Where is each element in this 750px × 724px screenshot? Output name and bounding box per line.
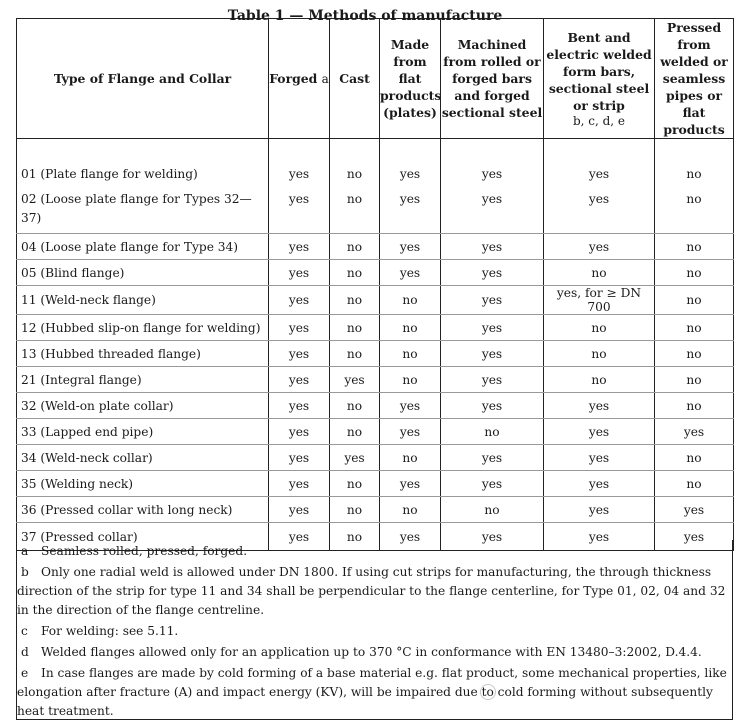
cell-flat: no <box>380 445 441 471</box>
cell-cast: no <box>330 186 380 211</box>
cell-bent: no <box>544 367 655 393</box>
table-row <box>17 497 734 523</box>
header-forged-footnote: a <box>321 71 329 86</box>
cell-bent: yes <box>544 186 655 211</box>
cell-bent: no <box>544 341 655 367</box>
cell-machined: yes <box>441 341 544 367</box>
footnote-key: d <box>21 645 29 659</box>
cell-machined: yes <box>441 161 544 186</box>
cell-bent: yes, for ≥ DN 700 <box>544 286 655 315</box>
cell-label: 11 (Weld-neck flange) <box>17 286 269 315</box>
cell-forged: yes <box>269 471 330 497</box>
header-bent-footnotes: b, c, d, e <box>572 114 626 128</box>
cell-bent: yes <box>544 234 655 260</box>
cell-pressed: no <box>655 471 734 497</box>
header-pressed: Pressed from welded or seamless pipes or flat products <box>655 19 734 139</box>
cell-machined: yes <box>441 315 544 341</box>
header-machined: Machined from rolled or forged bars and forged sectional steel <box>441 19 544 139</box>
cell-label: 01 (Plate flange for welding) <box>17 161 269 186</box>
cell-flat: no <box>380 367 441 393</box>
cell-pressed: yes <box>655 419 734 445</box>
cell-label: 02 (Loose plate flange for Types 32— <box>17 186 269 211</box>
cell-flat: yes <box>380 161 441 186</box>
cell-cast: no <box>330 341 380 367</box>
cell-flat: yes <box>380 234 441 260</box>
cell-cast: yes <box>330 445 380 471</box>
header-flat: Made from flat products (plates) <box>380 19 441 139</box>
cell-pressed: no <box>655 341 734 367</box>
cell-label: 35 (Welding neck) <box>17 471 269 497</box>
table-row <box>17 471 734 497</box>
cell-flat: no <box>380 286 441 315</box>
cell-bent: yes <box>544 161 655 186</box>
table-row <box>17 186 734 211</box>
cell-label: 21 (Integral flange) <box>17 367 269 393</box>
cell-forged: yes <box>269 523 330 551</box>
cell-cast: yes <box>330 367 380 393</box>
cell-flat <box>380 211 441 234</box>
cell-pressed: no <box>655 234 734 260</box>
cell-flat: yes <box>380 523 441 551</box>
cell-forged: yes <box>269 497 330 523</box>
cell-bent: no <box>544 315 655 341</box>
cell-pressed: no <box>655 161 734 186</box>
cell-label: 34 (Weld-neck collar) <box>17 445 269 471</box>
cell-forged: yes <box>269 341 330 367</box>
cell-machined: yes <box>441 286 544 315</box>
cell-forged: yes <box>269 161 330 186</box>
cell-cast: no <box>330 260 380 286</box>
cell-cast <box>330 211 380 234</box>
cell-cast: no <box>330 161 380 186</box>
cell-label: 37 (Pressed collar) <box>17 523 269 551</box>
cell-cast: no <box>330 286 380 315</box>
cell-label: 36 (Pressed collar with long neck) <box>17 497 269 523</box>
footnote-key: b <box>21 565 29 579</box>
cell-machined: yes <box>441 393 544 419</box>
footnote-c <box>17 622 732 641</box>
cell-cast: no <box>330 419 380 445</box>
cell-forged: yes <box>269 286 330 315</box>
cell-machined: yes <box>441 367 544 393</box>
cell-pressed: no <box>655 393 734 419</box>
methods-table <box>16 18 734 551</box>
spacer-row <box>17 139 734 162</box>
cell-pressed: yes <box>655 497 734 523</box>
cell-pressed <box>655 211 734 234</box>
footnote-key: c <box>21 624 28 638</box>
footnote-text: In case flanges are made by cold forming of a base material e.g. flat product, some mechanical properties, like elongation after fracture (A) and impact energy (KV), will be impaired due to cold forming without subsequently heat treatment. <box>17 666 727 718</box>
cell-flat: no <box>380 497 441 523</box>
table-row <box>17 393 734 419</box>
header-row <box>17 19 734 139</box>
footnote-d <box>17 643 732 662</box>
cell-label: 37) <box>17 211 269 234</box>
footnote-e <box>17 664 732 720</box>
footnote-key: a <box>21 544 29 558</box>
cell-pressed: no <box>655 260 734 286</box>
cell-bent: yes <box>544 419 655 445</box>
cell-forged: yes <box>269 186 330 211</box>
cell-pressed: no <box>655 186 734 211</box>
cell-cast: no <box>330 315 380 341</box>
table-row <box>17 367 734 393</box>
cell-cast: no <box>330 393 380 419</box>
cell-bent: no <box>544 260 655 286</box>
cell-flat: yes <box>380 419 441 445</box>
table-row <box>17 260 734 286</box>
table-row-continuation <box>17 211 734 234</box>
footnote-text: Seamless rolled, pressed, forged. <box>41 544 248 558</box>
cell-machined: yes <box>441 186 544 211</box>
cell-pressed: no <box>655 315 734 341</box>
cell-flat: yes <box>380 393 441 419</box>
cell-bent <box>544 211 655 234</box>
cell-label: 04 (Loose plate flange for Type 34) <box>17 234 269 260</box>
cell-pressed: no <box>655 286 734 315</box>
cell-label: 32 (Weld-on plate collar) <box>17 393 269 419</box>
cell-forged: yes <box>269 393 330 419</box>
table-row <box>17 315 734 341</box>
table-row <box>17 161 734 186</box>
cell-machined: yes <box>441 445 544 471</box>
footnote-key: e <box>21 666 29 680</box>
cell-machined: yes <box>441 234 544 260</box>
cell-machined: no <box>441 497 544 523</box>
cell-label: 33 (Lapped end pipe) <box>17 419 269 445</box>
table-row <box>17 341 734 367</box>
cell-cast: no <box>330 497 380 523</box>
table-row <box>17 234 734 260</box>
cell-forged: yes <box>269 445 330 471</box>
cell-pressed: yes <box>655 523 734 551</box>
cell-forged: yes <box>269 260 330 286</box>
cell-forged <box>269 211 330 234</box>
cell-cast: no <box>330 471 380 497</box>
cell-machined <box>441 211 544 234</box>
cell-pressed: no <box>655 445 734 471</box>
cell-bent: yes <box>544 471 655 497</box>
footnote-b <box>17 563 732 620</box>
cell-machined: yes <box>441 260 544 286</box>
cell-label: 12 (Hubbed slip-on flange for welding) <box>17 315 269 341</box>
table-title: Table 1 — Methods of manufacture <box>227 8 503 24</box>
cell-cast: no <box>330 234 380 260</box>
table-row <box>17 419 734 445</box>
wechat-icon <box>480 684 496 700</box>
cell-cast: no <box>330 523 380 551</box>
cell-machined: yes <box>441 471 544 497</box>
footnote-text: Only one radial weld is allowed under DN 1800. If using cut strips for manufacturing, the through thickness direction of the strip for type 11 and 34 shall be perpendicular to the flange centerline, for Type 01, 02, 04 and 32 in the direction of the flange centreline. <box>17 565 726 617</box>
watermark <box>480 684 496 700</box>
footnote-a <box>17 542 732 561</box>
footnote-text: Welded flanges allowed only for an application up to 370 °C in conformance with EN 13480–3:2002, D.4.4. <box>41 645 702 659</box>
footnotes <box>16 540 733 720</box>
cell-forged: yes <box>269 315 330 341</box>
cell-bent: yes <box>544 523 655 551</box>
header-forged: Forged a <box>269 19 330 139</box>
cell-forged: yes <box>269 419 330 445</box>
cell-bent: yes <box>544 497 655 523</box>
cell-label: 13 (Hubbed threaded flange) <box>17 341 269 367</box>
cell-flat: yes <box>380 186 441 211</box>
header-cast: Cast <box>330 19 380 139</box>
cell-machined: yes <box>441 523 544 551</box>
cell-machined: no <box>441 419 544 445</box>
cell-label: 05 (Blind flange) <box>17 260 269 286</box>
table-row <box>17 445 734 471</box>
cell-bent: yes <box>544 393 655 419</box>
footnote-text: For welding: see 5.11. <box>41 624 179 638</box>
header-bent: Bent and electric welded form bars, sectional steel or strip b, c, d, e <box>544 19 655 139</box>
cell-forged: yes <box>269 367 330 393</box>
cell-flat: no <box>380 315 441 341</box>
cell-flat: no <box>380 341 441 367</box>
cell-flat: yes <box>380 260 441 286</box>
cell-pressed: no <box>655 367 734 393</box>
table-row <box>17 286 734 315</box>
cell-flat: yes <box>380 471 441 497</box>
cell-bent: yes <box>544 445 655 471</box>
cell-forged: yes <box>269 234 330 260</box>
header-type: Type of Flange and Collar <box>17 19 269 139</box>
